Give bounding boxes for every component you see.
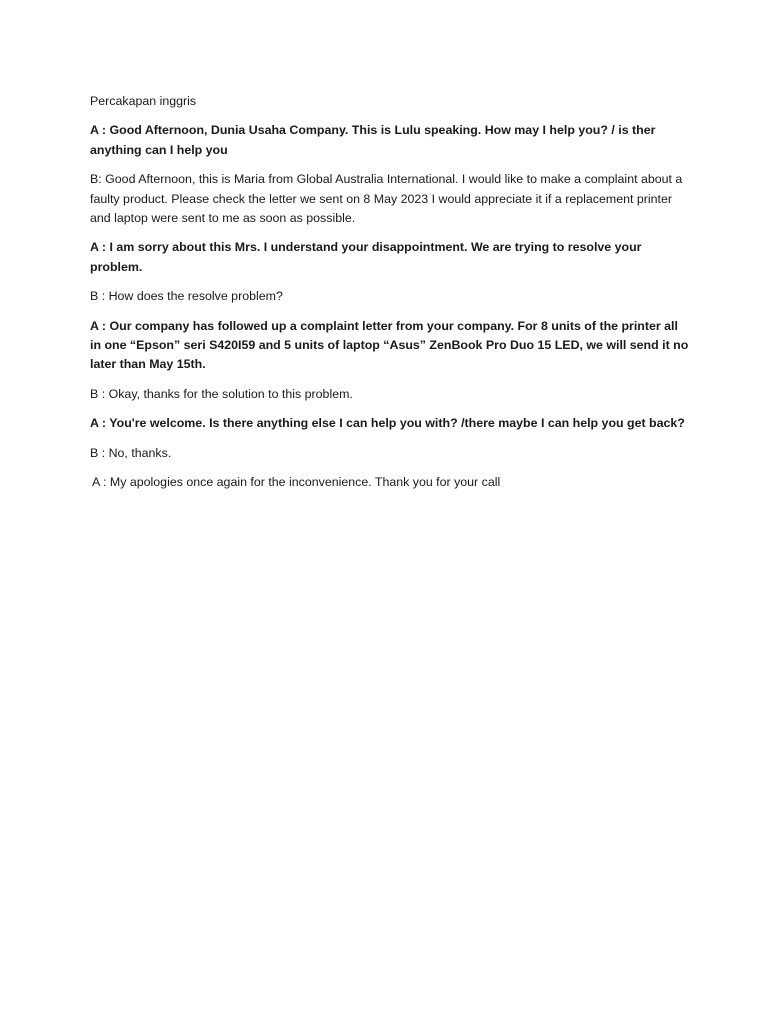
dialogue-line-b-2: B : How does the resolve problem? xyxy=(90,289,283,304)
dialogue-line-b-4: B : No, thanks. xyxy=(90,445,172,460)
dialogue-line-a-4: A : You're welcome. Is there anything else I can help you with? /there maybe I can help you get back? xyxy=(90,416,685,431)
dialogue-line-b-1: B: Good Afternoon, this is Maria from Global Australia International. I would like to make a complaint about a faulty product. Please check the letter we sent on 8 May 2023 I would appreciate it if a replacement printer and laptop were sent to me as soon as possible. xyxy=(90,172,683,226)
dialogue-line-a-1: A : Good Afternoon, Dunia Usaha Company. This is Lulu speaking. How may I help you? / is ther anything can I help you xyxy=(90,123,656,157)
dialogue-line-b-3: B : Okay, thanks for the solution to this problem. xyxy=(90,386,353,401)
dialogue-line-a-5: A : My apologies once again for the inconvenience. Thank you for your call xyxy=(92,475,501,490)
document-page xyxy=(90,92,690,503)
document-title: Percakapan inggris xyxy=(90,94,197,108)
dialogue-line-a-2: A : I am sorry about this Mrs. I understand your disappointment. We are trying to resolve your problem. xyxy=(90,240,642,274)
dialogue-line-a-3: A : Our company has followed up a complaint letter from your company. For 8 units of the printer all in one “Epson” seri S420I59 and 5 units of laptop “Asus” ZenBook Pro Duo 15 LED, we will send it no later than May 15th. xyxy=(90,318,689,372)
